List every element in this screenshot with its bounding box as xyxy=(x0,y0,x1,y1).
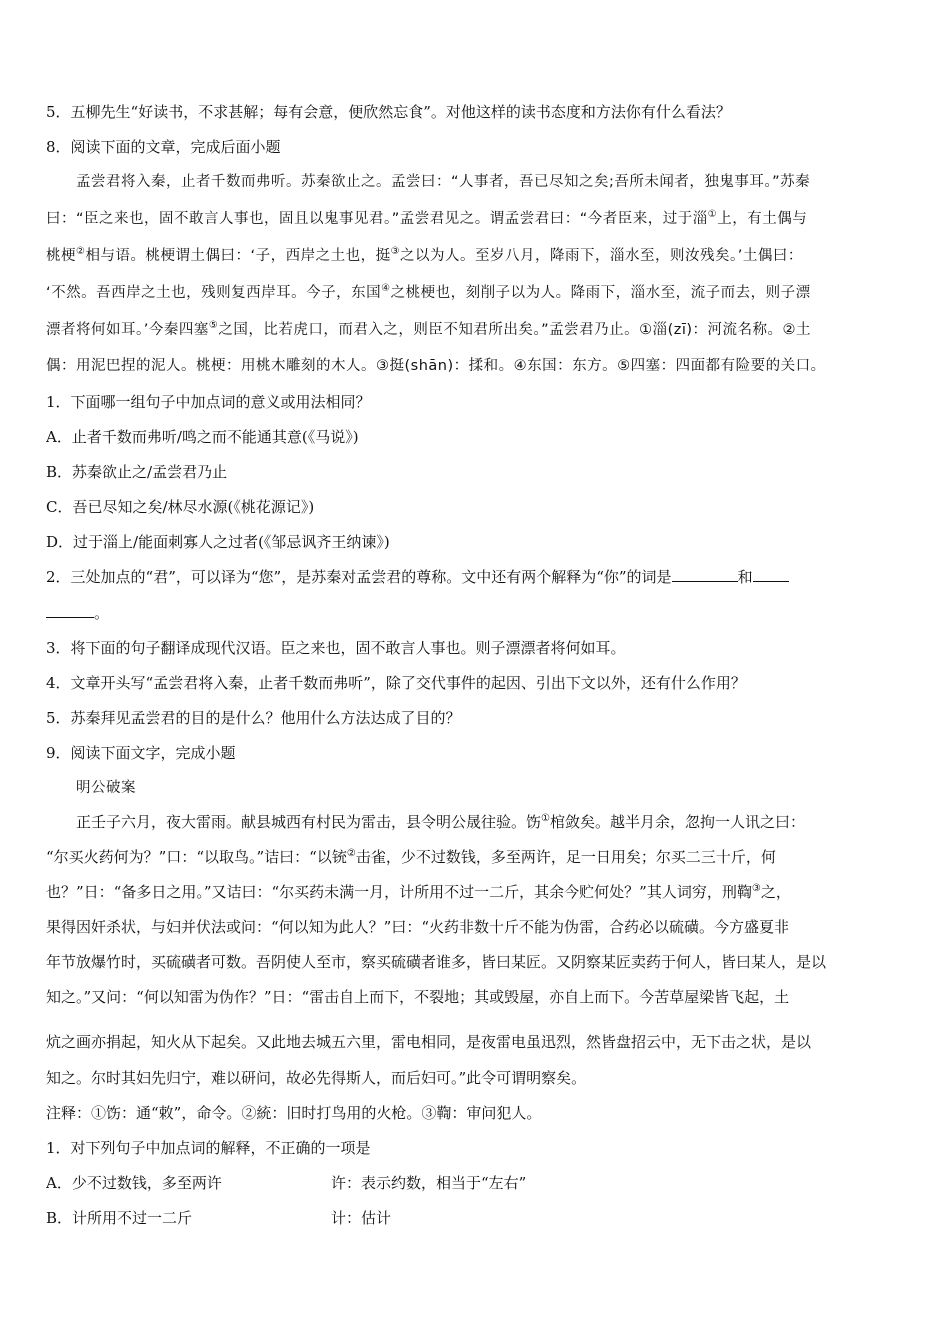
option-b: B．苏秦欲止之/孟尝君乃止 xyxy=(46,463,228,481)
passage-line: 知之。”又问：“何以知雷为伪作？”日：“雷击自上而下，不裂地；其或毁屋，亦自上而下。今苦草屋梁皆飞起，土 xyxy=(46,988,790,1006)
passage-line: 孟尝君将入秦，止者千数而弗听。苏秦欲止之。孟尝曰：“人事者，吾已尽知之矣;吾所未闻者，独鬼事耳。”苏秦 xyxy=(76,174,811,190)
option-a: A．少不过数钱，多至两许 许：表示约数，相当于“左右” xyxy=(46,1174,527,1192)
passage-line: 果得因奸杀状，与妇并伏法或问：“何以知为此人？”曰：“火药非数十斤不能为伪雷，合药必以硫磺。今方盛夏非 xyxy=(46,918,790,936)
passage-line: 曰：“臣之来也，固不敢言人事也，固且以鬼事见君。”孟尝君见之。谓孟尝君曰：“今者臣来，过于淄①上，有土偶与 xyxy=(46,209,808,227)
passage-line: ‘不然。吾西岸之土也，残则复西岸耳。今子，东国④之桃梗也，刻削子以为人。降雨下，淄水至，流子而去，则子漂 xyxy=(46,283,811,301)
question-1: 1．下面哪一组句子中加点词的意义或用法相同？ xyxy=(46,393,371,411)
answer-blank[interactable] xyxy=(672,567,738,582)
option-a: A．止者千数而弗听/鸣之而不能通其意(《马说》) xyxy=(46,428,359,446)
passage-line: 偶：用泥巴捏的泥人。桃梗：用桃木雕刻的木人。③挺(shān)：揉和。④东国：东方。⑤四塞：四面都有险要的关口。 xyxy=(46,358,826,374)
passage-title: 明公破案 xyxy=(76,780,136,796)
option-c: C．吾已尽知之矣/林尽水源(《桃花源记》) xyxy=(46,498,315,516)
passage-line: 漂者将何如耳。’今秦四塞⑤之国，比若虎口，而君入之，则臣不知君所出矣。”孟尝君乃止。①淄(zī)：河流名称。②土 xyxy=(46,320,812,338)
answer-blank[interactable] xyxy=(46,603,94,618)
question-4: 4．文章开头写“孟尝君将入秦，止者千数而弗听”，除了交代事件的起因、引出下文以外，还有什么作用？ xyxy=(46,674,746,692)
question-2: 2．三处加点的“君”，可以译为“您”，是苏秦对孟尝君的尊称。文中还有两个解释为“你”的词是 和 xyxy=(46,567,910,587)
question-5-wuliu: 5．五柳先生“好读书，不求甚解；每有会意，便欣然忘食”。对他这样的读书态度和方法你有什么看法？ xyxy=(46,103,731,121)
answer-blank[interactable] xyxy=(753,567,789,582)
question-2-continued: 。 xyxy=(46,603,910,623)
passage-line: “尔买火药何为？”口：“以取鸟。”诘曰：“以铳②击雀，少不过数钱，多至两许，足一日用矣；尔买二三十斤，何 xyxy=(46,848,776,866)
passage-line: 桃梗②相与语。桃梗谓土偶曰：‘子，西岸之土也，挺③之以为人。至岁八月，降雨下，淄水至，则汝残矣。’土偶曰： xyxy=(46,246,803,264)
passage-line: 炕之画亦捐起，知火从下起矣。又此地去城五六里，雷电相同，是夜雷电虽迅烈，然皆盘招云中，无下击之状，是以 xyxy=(46,1033,812,1051)
option-b: B．计所用不过一二斤 计：估计 xyxy=(46,1209,392,1227)
question-1: 1．对下列句子中加点词的解释，不正确的一项是 xyxy=(46,1139,371,1157)
option-d: D．过于淄上/能面刺寡人之过者(《邹忌讽齐王纳谏》) xyxy=(46,533,390,551)
passage-line: 年节放爆竹时，买硫磺者可数。吾阴使人至市，察买硫磺者谁多，皆曰某匠。又阴察某匠卖药于何人，皆曰某人，是以 xyxy=(46,953,827,971)
question-3: 3．将下面的句子翻译成现代汉语。臣之来也，固不敢言人事也。则子漂漂者将何如耳。 xyxy=(46,639,626,657)
section-8-heading: 8．阅读下面的文章，完成后面小题 xyxy=(46,138,281,156)
section-9-heading: 9．阅读下面文字，完成小题 xyxy=(46,744,236,762)
annotation-note: 注释：①饬：通“敕”，命令。②統：旧时打鸟用的火枪。③鞫：审问犯人。 xyxy=(46,1104,542,1122)
question-5: 5．苏秦拜见孟尝君的目的是什么？他用什么方法达成了目的？ xyxy=(46,709,461,727)
passage-line: 也？”日：“备多日之用。”又诘曰：“尔买药未满一月，计所用不过一二斤，其余今贮何处？”其人词穷，刑鞫③之， xyxy=(46,883,791,901)
passage-line: 正壬子六月，夜大雷雨。献县城西有村民为雷击，县令明公晟往验。饬①棺敛矣。越半月余，忽拘一人讯之曰： xyxy=(76,813,805,831)
passage-line: 知之。尔时其妇先归宁，难以研问，故必先得斯人，而后妇可。”此令可谓明察矣。 xyxy=(46,1069,587,1087)
